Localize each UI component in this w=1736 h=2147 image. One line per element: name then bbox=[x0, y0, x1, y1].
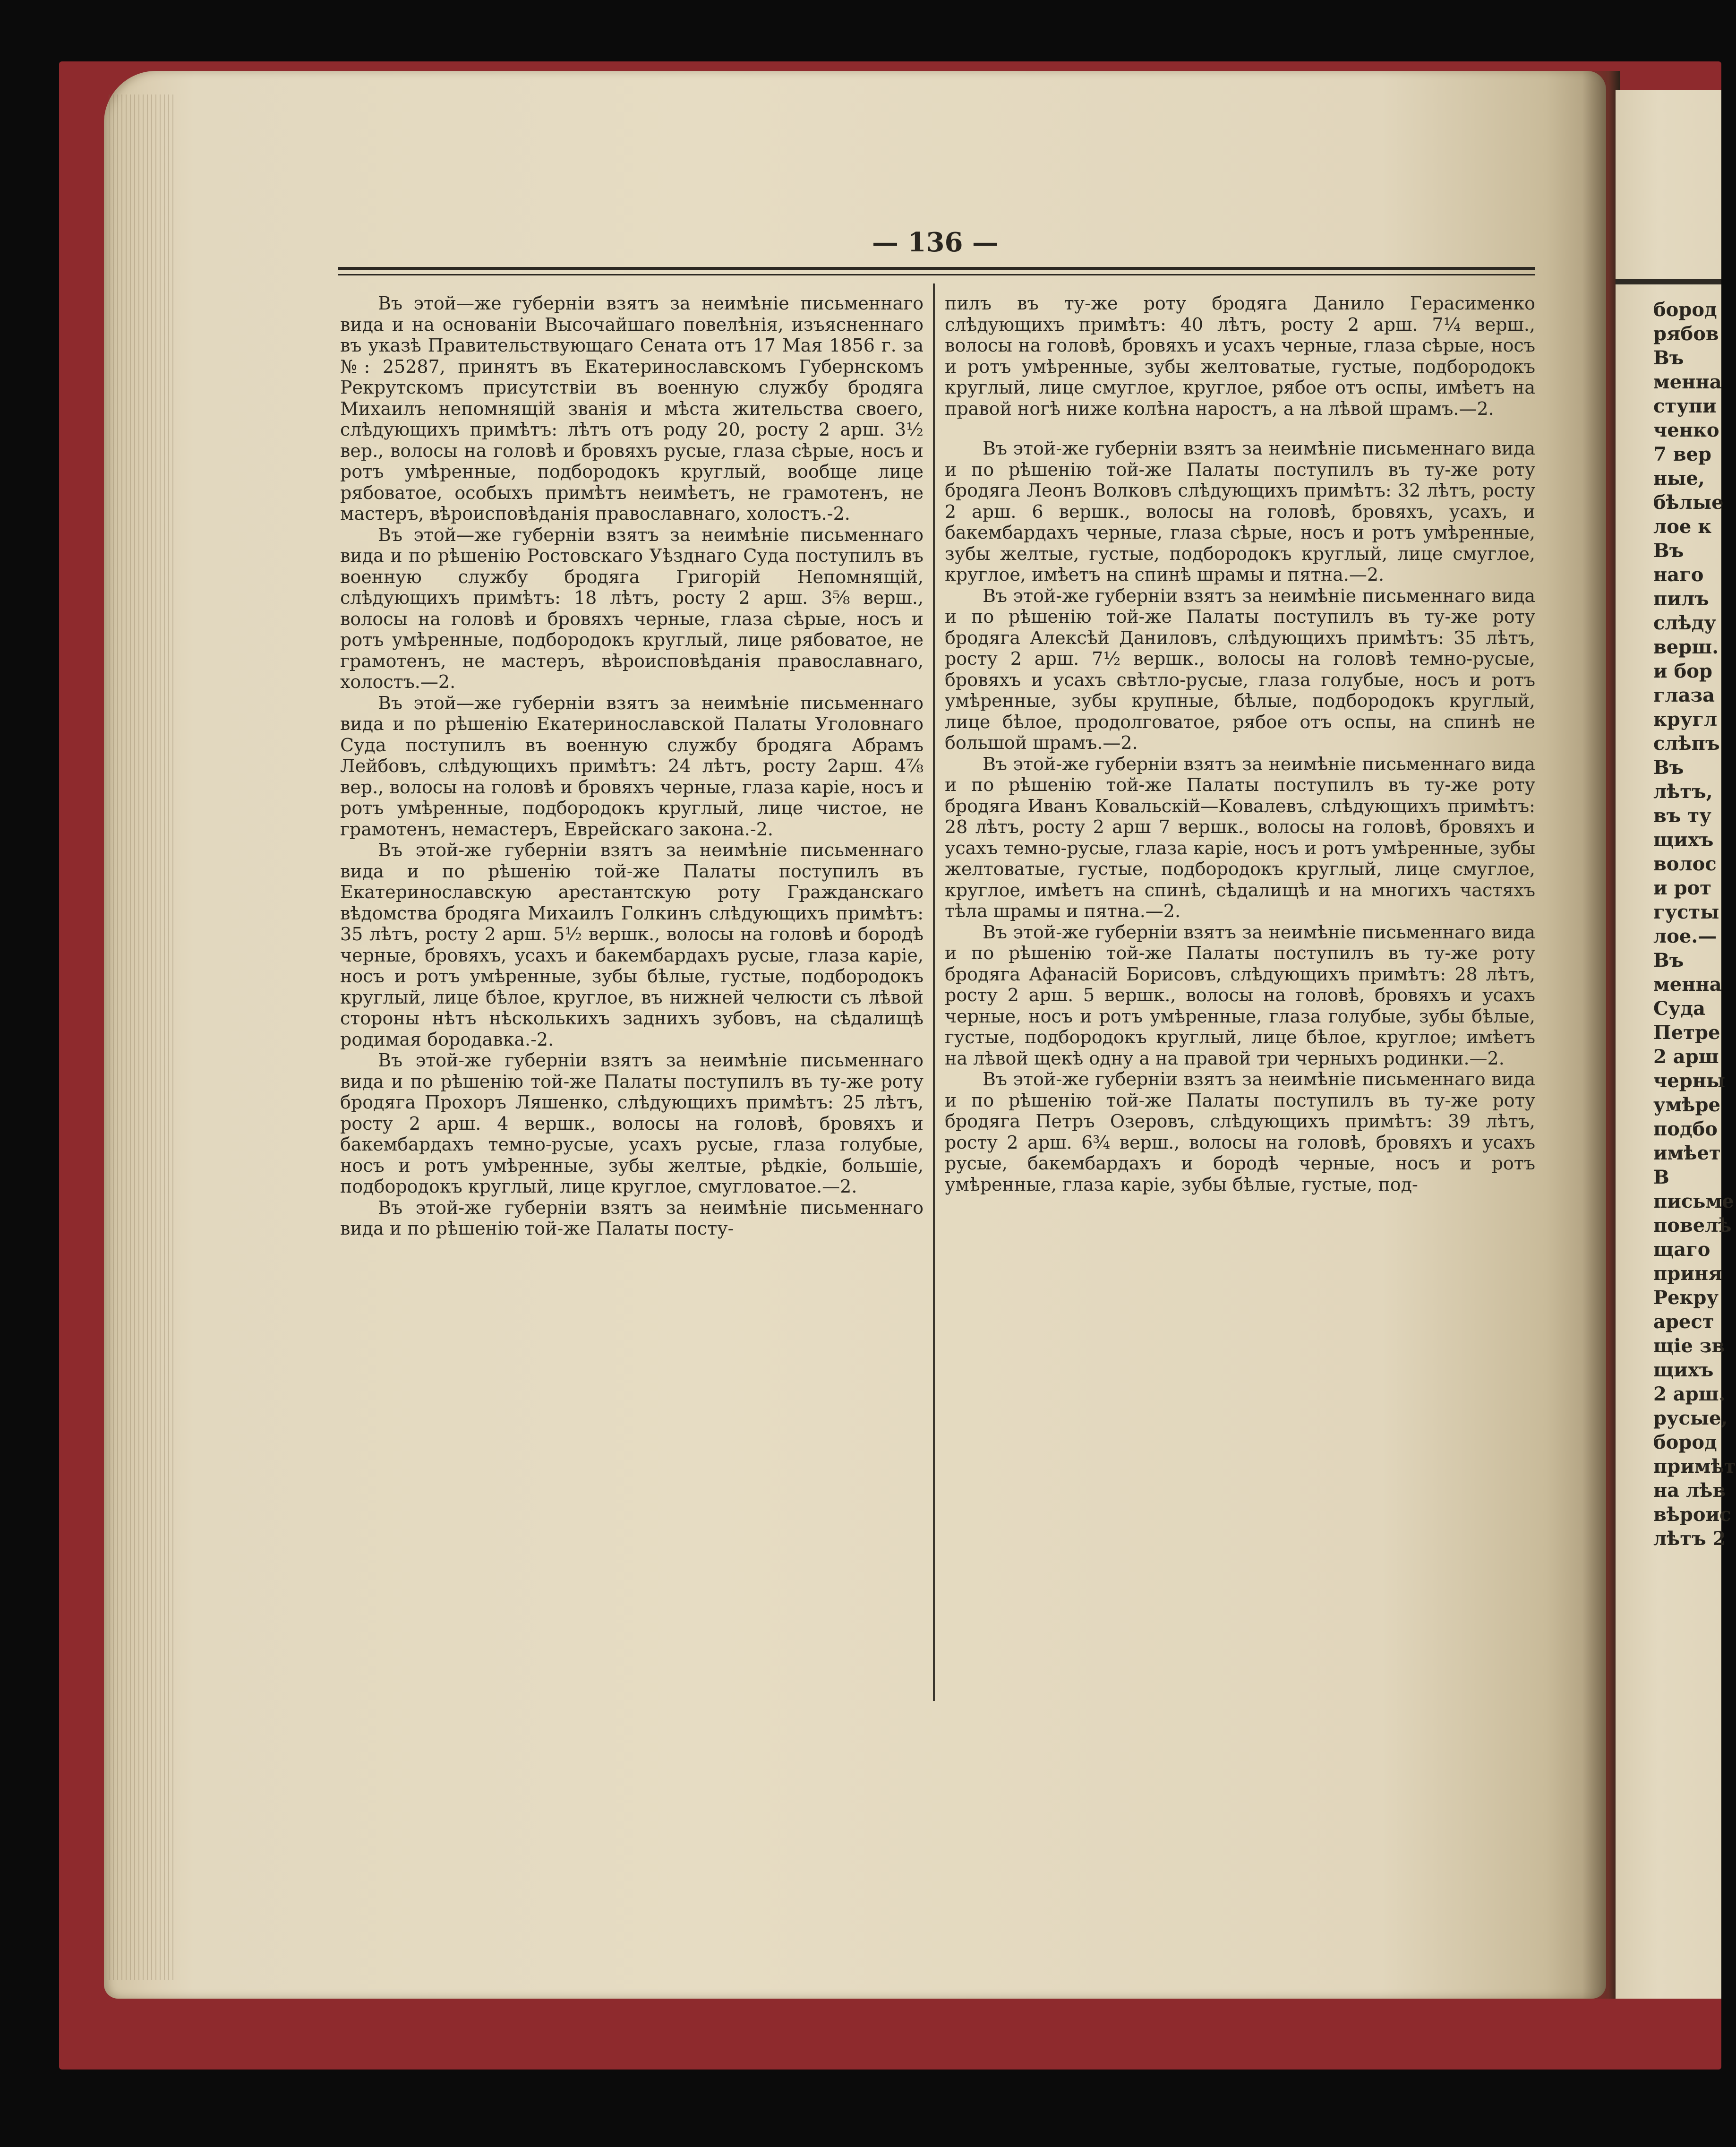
next-page-line: кругл bbox=[1653, 708, 1718, 730]
entry-paragraph: Въ этой—же губерніи взятъ за неимѣніе письменнаго вида и по рѣшенію Екатеринославской Палаты Уголовнаго Суда поступилъ въ военную службу бродяга Абрамъ Лейбовъ, слѣдующихъ примѣтъ: 24 лѣтъ, росту 2арш. 4⅞ вер., волосы на головѣ и бровяхъ черные, глаза каріе, носъ и ротъ умѣренные, подбородокъ круглый, лице чистое, не грамотенъ, немастеръ, Еврейскаго закона.-2. bbox=[340, 692, 924, 840]
next-page-line: имѣет bbox=[1653, 1142, 1721, 1164]
next-page-text bbox=[1653, 298, 1736, 1551]
next-page-line: Суда bbox=[1653, 997, 1706, 1020]
next-page-line: 2 арш. bbox=[1653, 1383, 1726, 1405]
next-page-line: щихъ bbox=[1653, 1359, 1714, 1381]
next-page-line: глаза bbox=[1653, 684, 1715, 706]
next-page-line: менна bbox=[1653, 371, 1722, 393]
next-page-line: верш. bbox=[1653, 636, 1719, 658]
next-page-line: ступи bbox=[1653, 395, 1717, 417]
next-page-line: въ ту bbox=[1653, 805, 1711, 827]
column-divider bbox=[933, 283, 935, 1701]
book-gutter bbox=[1582, 71, 1620, 1999]
next-page-line: бород bbox=[1653, 299, 1717, 321]
next-page-line: русые, bbox=[1653, 1407, 1728, 1429]
next-page-line: арест bbox=[1653, 1311, 1714, 1333]
next-page-line: примѣт bbox=[1653, 1455, 1736, 1477]
page-edges bbox=[109, 94, 175, 1980]
next-page-line: В bbox=[1653, 1166, 1669, 1188]
entry-paragraph: Въ этой-же губерніи взятъ за неимѣніе письменнаго вида и по рѣшенію той-же Палаты поступилъ въ ту-же роту бродяга Афанасій Борисовъ, слѣдующихъ примѣтъ: 28 лѣтъ, росту 2 арш. 5 вершк., волосы на головѣ, бровяхъ и усахъ черные, носъ и ротъ умѣренные, глаза голубые, зубы бѣлые, густые, подбородокъ круглый, лице бѣлое, круглое; имѣетъ на лѣвой щекѣ одну а на правой три черныхъ родинки.—2. bbox=[945, 921, 1535, 1069]
entry-paragraph: Въ этой-же губерніи взятъ за неимѣніе письменнаго вида и по рѣшенію той-же Палаты поступилъ въ ту-же роту бродяга Иванъ Ковальскій—Ковалевъ, слѣдующихъ примѣтъ: 28 лѣтъ, росту 2 арш 7 вершк., волосы на головѣ, бровяхъ и усахъ темно-русые, глаза каріе, носъ и ротъ умѣренные, зубы желтоватые, густые, подбородокъ круглый, лице смуглое, круглое, имѣетъ на спинѣ, сѣдалищѣ и на многихъ частяхъ тѣла шрамы и пятна.—2. bbox=[945, 753, 1535, 921]
next-page-line: щіе зв bbox=[1653, 1335, 1725, 1357]
entry-paragraph: пилъ въ ту-же роту бродяга Данило Герасименко слѣдующихъ примѣтъ: 40 лѣтъ, росту 2 арш. 7¼ верш., волосы на головѣ, бровяхъ и усахъ черные, глаза сѣрые, носъ и ротъ умѣренные, зубы желтоватые, густые, подбородокъ круглый, лице смуглое, круглое, рябое отъ оспы, имѣетъ на правой ногѣ ниже колѣна наростъ, а на лѣвой шрамъ.—2. bbox=[945, 293, 1535, 419]
next-page-line: Въ bbox=[1653, 347, 1684, 369]
next-page-line: подбо bbox=[1653, 1118, 1718, 1140]
next-page-line: повелѣ bbox=[1653, 1214, 1732, 1237]
next-page-line: 2 арш bbox=[1653, 1046, 1719, 1068]
entry-paragraph: Въ этой-же губерніи взятъ за неимѣніе письменнаго вида и по рѣшенію той-же Палаты поступилъ въ ту-же роту бродяга Петръ Озеровъ, слѣдующихъ примѣтъ: 39 лѣтъ, росту 2 арш. 6¾ верш., волосы на головѣ, бровяхъ и усахъ русые, бакембардахъ и бородѣ черные, носъ и ротъ умѣренные, глаза каріе, зубы бѣлые, густые, под- bbox=[945, 1069, 1535, 1195]
entry-paragraph: Въ этой-же губерніи взятъ за неимѣніе письменнаго вида и по рѣшенію той-же Палаты поступилъ въ ту-же роту бродяга Леонъ Волковъ слѣдующихъ примѣтъ: 32 лѣтъ, росту 2 арш. 6 вершк., волосы на головѣ, бровяхъ, усахъ, и бакембардахъ черные, глаза сѣрые, носъ и ротъ умѣренные, зубы желтые, густые, подбородокъ круглый, лице смуглое, круглое, имѣетъ на спинѣ шрамы и пятна.—2. bbox=[945, 438, 1535, 585]
next-page-line: и рот bbox=[1653, 877, 1712, 899]
next-page-line: рябов bbox=[1653, 323, 1719, 345]
next-page-line: менна bbox=[1653, 973, 1722, 996]
page-number: — 136 — bbox=[872, 227, 999, 258]
next-page-line: бѣлые bbox=[1653, 491, 1724, 514]
next-page-line: лое к bbox=[1653, 515, 1712, 538]
next-page-line: 7 вер bbox=[1653, 443, 1711, 465]
right-column bbox=[945, 293, 1535, 1195]
next-page-line: и бор bbox=[1653, 660, 1712, 682]
next-page-line: густы bbox=[1653, 901, 1719, 923]
next-page-fragment bbox=[1616, 90, 1736, 1999]
next-page-line: щихъ bbox=[1653, 829, 1714, 851]
entry-paragraph: Въ этой-же губерніи взятъ за неимѣніе письменнаго вида и по рѣшенію той-же Палаты поступилъ въ ту-же роту бродяга Прохоръ Ляшенко, слѣдующихъ примѣтъ: 25 лѣтъ, росту 2 арш. 4 вершк., волосы на головѣ, бровяхъ и бакембардахъ темно-русые, усахъ русые, глаза голубые, носъ и ротъ умѣренные, зубы желтые, рѣдкіе, большіе, подбородокъ круглый, лице круглое, смугловатое.—2. bbox=[340, 1050, 924, 1197]
next-page-line: лое.— bbox=[1653, 925, 1717, 947]
entry-paragraph: Въ этой-же губерніи взятъ за неимѣніе письменнаго вида и по рѣшенію той-же Палаты поступилъ въ Екатеринославскую арестантскую роту Гражданскаго вѣдомства бродяга Михаилъ Голкинъ слѣдующихъ примѣтъ: 35 лѣтъ, росту 2 арш. 5½ вершк., волосы на головѣ и бородѣ черные, бровяхъ, усахъ и бакембардахъ русые, глаза каріе, носъ и ротъ умѣренные, зубы бѣлые, густые, подбородокъ круглый, лице бѣлое, круглое, въ нижней челюсти съ лѣвой стороны нѣтъ нѣсколькихъ заднихъ зубовъ, на сѣдалищѣ родимая бородавка.-2. bbox=[340, 840, 924, 1050]
next-page-line: Петре bbox=[1653, 1022, 1720, 1044]
next-page-line: ченко bbox=[1653, 419, 1719, 441]
next-page-line: щаго bbox=[1653, 1238, 1710, 1261]
next-page-line: бород bbox=[1653, 1431, 1717, 1453]
next-page-line: лѣтъ, bbox=[1653, 781, 1713, 803]
header-rule-thin bbox=[338, 274, 1535, 275]
next-page-line: слѣду bbox=[1653, 612, 1716, 634]
next-page-line: на лѣв bbox=[1653, 1479, 1726, 1502]
left-column bbox=[340, 293, 924, 1239]
next-page-line: Въ bbox=[1653, 756, 1684, 779]
next-page-line: Рекру bbox=[1653, 1287, 1719, 1309]
entry-paragraph: Въ этой—же губерніи взятъ за неимѣніе письменнаго вида и по рѣшенію Ростовскаго Уѣзднаго Суда поступилъ въ военную службу бродяга Григорій Непомнящій, слѣдующихъ примѣтъ: 18 лѣтъ, росту 2 арш. 3⅝ верш., волосы на головѣ и бровяхъ черные, глаза сѣрые, носъ и ротъ умѣренные, подбородокъ круглый, лице рябоватое, не грамотенъ, не мастеръ, вѣроисповѣданія православнаго, холостъ.—2. bbox=[340, 524, 924, 692]
entry-paragraph: Въ этой—же губерніи взятъ за неимѣніе письменнаго вида и на основаніи Высочайшаго повелѣнія, изъясненнаго въ указѣ Правительствующаго Сената отъ 17 Мая 1856 г. за №: 25287, принятъ въ Екатеринославскомъ Губернскомъ Рекрутскомъ присутствіи въ военную службу бродяга Михаилъ непомнящій званія и мѣста жительства своего, слѣдующихъ примѣтъ: лѣтъ отъ роду 20, росту 2 арш. 3½ вер., волосы на головѣ и бровяхъ русые, глаза сѣрые, носъ и ротъ умѣренные, подбородокъ круглый, вообще лице рябоватое, особыхъ примѣтъ неимѣетъ, не грамотенъ, не мастеръ, вѣроисповѣданія православнаго, холостъ.-2. bbox=[340, 293, 924, 524]
next-page-line: ные, bbox=[1653, 467, 1705, 490]
header-rule-thick bbox=[338, 267, 1535, 270]
next-page-line: Въ bbox=[1653, 540, 1684, 562]
next-page-line: письме bbox=[1653, 1190, 1734, 1212]
next-page-line: умѣре bbox=[1653, 1094, 1720, 1116]
next-page-line: пилъ bbox=[1653, 588, 1709, 610]
entry-paragraph: Въ этой-же губерніи взятъ за неимѣніе письменнаго вида и по рѣшенію той-же Палаты посту- bbox=[340, 1197, 924, 1239]
next-page-line: волос bbox=[1653, 853, 1717, 875]
next-page-line: вѣроис bbox=[1653, 1503, 1731, 1526]
next-page-rule bbox=[1616, 279, 1721, 284]
entry-paragraph: Въ этой-же губерніи взятъ за неимѣніе письменнаго вида и по рѣшенію той-же Палаты поступилъ въ ту-же роту бродяга Алексѣй Даниловъ, слѣдующихъ примѣтъ: 35 лѣтъ, росту 2 арш. 7½ вершк., волосы на головѣ темно-русые, бровяхъ и усахъ свѣтло-русые, глаза голубые, носъ и ротъ умѣренные, зубы крупные, бѣлые, подбородокъ круглый, лице бѣлое, продолговатое, рябое отъ оспы, на спинѣ не большой шрамъ.—2. bbox=[945, 585, 1535, 753]
next-page-line: черны bbox=[1653, 1070, 1726, 1092]
next-page-line: лѣтъ 2 bbox=[1653, 1528, 1726, 1550]
next-page-line: слѣпъ bbox=[1653, 732, 1720, 755]
next-page-line: приня bbox=[1653, 1262, 1722, 1285]
next-page-line: наго bbox=[1653, 564, 1704, 586]
next-page-line: Въ bbox=[1653, 949, 1684, 971]
